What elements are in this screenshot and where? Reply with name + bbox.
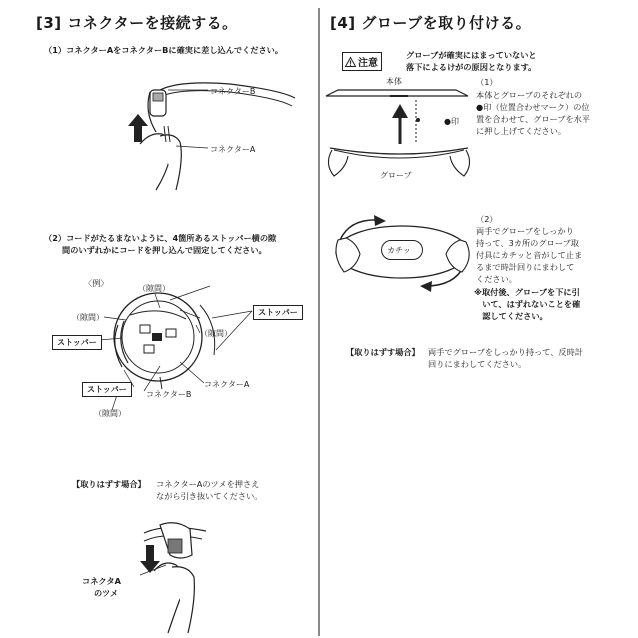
right-remove-line1: 両手でグローブをしっかり持って、反時計 xyxy=(428,347,583,357)
example-label: 〈例〉 xyxy=(84,278,109,288)
globe-align-illustration xyxy=(320,84,480,184)
step-4-1-line2: ●印（位置合わせマーク）の位 xyxy=(476,102,590,112)
fig2-stopper-bottom: ストッパー xyxy=(82,382,132,397)
step-4-2-line4: るまで時計回りにまわして xyxy=(476,262,575,272)
step-4-2-line5: ください。 xyxy=(476,274,517,284)
right-remove-line2: 回りにまわしてください。 xyxy=(428,359,527,369)
fig2-stopper-right: ストッパー xyxy=(253,305,303,320)
step-3-2-line2: 間のいずれかにコードを押し込んで固定してください。 xyxy=(62,245,267,255)
caution-line1: グローブが確実にはまっていないと xyxy=(406,50,537,60)
fig2-gap-top: （隙間） xyxy=(138,284,170,293)
fig3-claw-line1: コネクタA xyxy=(82,576,121,586)
section-3-heading: [3] コネクターを接続する。 xyxy=(36,14,238,32)
step-4-2-line1: 両手でグローブをしっかり xyxy=(476,226,574,236)
step-4-1-line4: に押し上げてください。 xyxy=(476,126,567,136)
step-4-1-line3: 置を合わせて、グローブを水平 xyxy=(476,114,591,124)
caution-badge xyxy=(342,52,382,71)
left-remove-title: 【取りはずす場合】 xyxy=(72,479,146,489)
fig1-label-connector-b: コネクターB xyxy=(210,87,256,96)
left-remove-line1: コネクターAのツメを押さえ xyxy=(156,479,260,489)
right-remove-title: 【取りはずす場合】 xyxy=(346,347,420,357)
step-4-2-note-line3: 認してください。 xyxy=(474,311,548,321)
fig2-gap-left: （隙間） xyxy=(72,313,104,322)
click-bubble xyxy=(381,240,423,260)
step-3-2-line1: （2）コードがたるまないように、4箇所あるストッパー横の隙 xyxy=(44,233,277,243)
fig2-stopper-left: ストッパー xyxy=(52,335,102,350)
fig1-label-connector-a: コネクターA xyxy=(210,145,256,154)
fig4-globe-label: グローブ xyxy=(380,171,412,180)
caution-label: 注意 xyxy=(358,58,378,69)
fig4-body-label: 本体 xyxy=(386,77,402,86)
step-4-2-line2: 持って、3カ所のグローブ取 xyxy=(476,238,579,248)
step-4-2-note-line1: ※取付後、グローブを下に引 xyxy=(474,287,580,297)
fig4-mark-label: ●印 xyxy=(444,117,459,126)
click-sound-label: カチッ xyxy=(387,246,411,255)
step-4-2-line3: 付具にカチッと音がして止ま xyxy=(476,250,583,260)
step-4-2-number: （2） xyxy=(476,214,498,224)
step-4-2-note-line2: いて、はずれないことを確 xyxy=(474,299,581,309)
section-4-heading: [4] グローブを取り付ける。 xyxy=(330,14,532,32)
fig2-gap-right: （隙間） xyxy=(200,329,232,338)
connector-remove-illustration xyxy=(110,515,220,635)
left-remove-line2: ながら引き抜いてください。 xyxy=(156,491,263,501)
fig3-claw-line2: のツメ xyxy=(94,588,119,598)
caution-line2: 落下によるけがの原因となります。 xyxy=(406,62,537,72)
step-4-1-number: （1） xyxy=(476,77,498,87)
fig2-connector-b: コネクターB xyxy=(146,390,192,399)
warning-triangle-icon xyxy=(345,57,356,67)
fig2-connector-a: コネクターA xyxy=(204,380,250,389)
fig2-gap-bottom: （隙間） xyxy=(94,409,126,418)
step-3-1-text: （1）コネクターAをコネクターBに確実に差し込んでください。 xyxy=(44,45,284,55)
step-4-1-line1: 本体とグローブのそれぞれの xyxy=(476,90,583,100)
